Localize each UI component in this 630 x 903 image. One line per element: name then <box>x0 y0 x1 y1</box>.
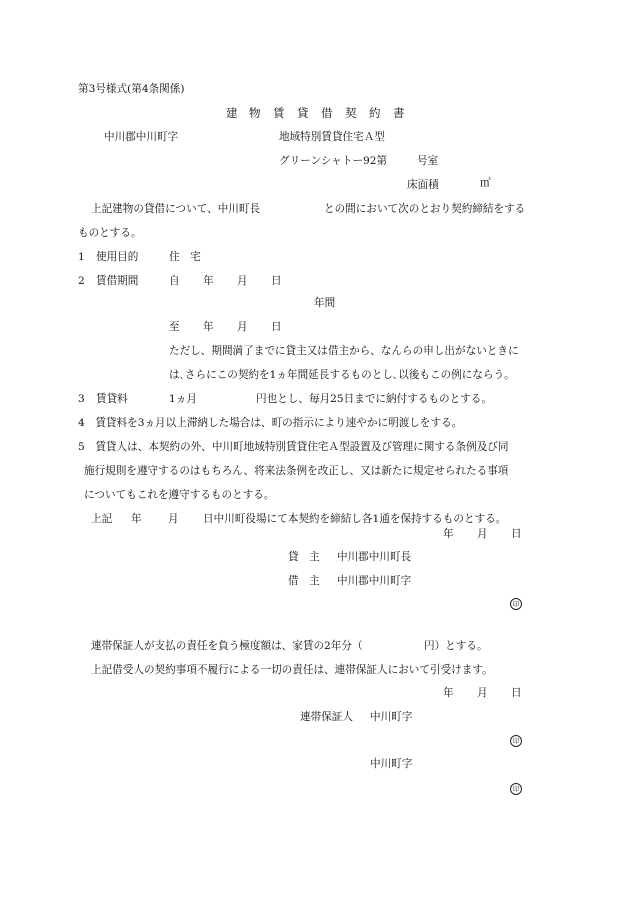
property-address: 中川郡中川町字 <box>104 131 179 143</box>
day-label: 日 <box>271 275 282 287</box>
title-char: 賃 <box>273 106 285 120</box>
closing-text: 上記 <box>91 513 113 525</box>
intro-text: ものとする。 <box>78 227 142 239</box>
guarantee-text: 連帯保証人が支払の責任を負う極度額は、家賃の2年分（ <box>91 640 363 652</box>
lessee-label: 借 主 <box>288 575 320 587</box>
title-char: 借 <box>321 106 333 120</box>
title-char: 物 <box>249 106 261 120</box>
clause-number: 1 <box>78 251 85 263</box>
seal-mark: 印 <box>510 783 522 795</box>
room-label: 号室 <box>417 155 439 167</box>
intro-text: との間において次のとおり契約締結をする <box>324 203 526 215</box>
clause-5: についてもこれを遵守するものとする。 <box>84 489 275 501</box>
clause-number: 3 <box>78 393 85 405</box>
rent-text: 円也とし、毎月25日までに納付するものとする。 <box>256 393 492 405</box>
month-label: 月 <box>237 275 248 287</box>
intro-text: 上記建物の貸借について、中川町長 <box>91 203 261 215</box>
lessor-value: 中川郡中川町長 <box>337 551 412 563</box>
lessor-label: 貸 主 <box>288 551 320 563</box>
clause-label: 賃借期間 <box>96 275 139 287</box>
clause-number: 2 <box>78 275 85 287</box>
proviso-text: ただし、期間満了までに貸主又は借主から、なんらの申し出がないときに <box>169 345 519 357</box>
rent-period: 1ヵ月 <box>169 393 197 405</box>
day-label: 日 <box>511 687 522 699</box>
day-label: 日 <box>511 528 522 540</box>
seal-mark: 印 <box>510 735 522 747</box>
day-label: 日 <box>271 321 282 333</box>
seal-mark: 印 <box>510 598 522 610</box>
floor-area-label: 床面積 <box>407 179 439 191</box>
liability-text: 上記借受人の契約事項不履行による一切の責任は、連帯保証人において引受けます。 <box>91 664 493 676</box>
period-to-label: 至 <box>169 321 180 333</box>
month-label: 月 <box>237 321 248 333</box>
title-char: 書 <box>393 106 405 120</box>
month-label: 月 <box>477 528 488 540</box>
building-type: 地域特別賃貸住宅Ａ型 <box>279 131 385 143</box>
year-label: 年 <box>443 528 454 540</box>
title-char: 契 <box>345 106 357 120</box>
clause-label: 使用目的 <box>96 251 139 263</box>
clause-value: 住 宅 <box>169 251 201 263</box>
guarantor-value: 中川町字 <box>370 758 413 770</box>
building-name: グリーンシャトー92第 <box>279 155 388 167</box>
form-number: 第3号様式(第4条関係) <box>78 83 185 95</box>
clause-4: 4 賃貸料を3ヵ月以上滞納した場合は、町の指示により速やかに明渡しをする。 <box>78 417 463 429</box>
guarantor-value: 中川町字 <box>370 711 413 723</box>
clause-5: 5 賃貸人は、本契約の外、中川町地域特別賃貸住宅Ａ型設置及び管理に関する条例及び同 <box>78 441 509 453</box>
period-from-label: 自 <box>169 275 180 287</box>
month-label: 月 <box>477 687 488 699</box>
month-label: 月 <box>168 513 179 525</box>
guarantee-text: 円）とする。 <box>424 640 488 652</box>
guarantor-label: 連帯保証人 <box>300 711 353 723</box>
year-label: 年 <box>131 513 142 525</box>
proviso-text: は､さらにこの契約を1ヵ年間延長するものとし､以後もこの例にならう。 <box>169 369 515 381</box>
title-char: 貸 <box>297 106 309 120</box>
year-label: 年 <box>203 321 214 333</box>
title-char: 約 <box>369 106 381 120</box>
year-label: 年 <box>203 275 214 287</box>
lessee-value: 中川郡中川町字 <box>337 575 412 587</box>
title-char: 建 <box>226 106 238 120</box>
clause-5: 施行規則を遵守するのはもちろん、将来法条例を改正し、又は新たに規定せられたる事項 <box>84 465 509 477</box>
floor-area-unit: ㎡ <box>480 177 491 189</box>
closing-text: 日中川町役場にて本契約を締結し各1通を保持するものとする。 <box>203 513 507 525</box>
year-label: 年 <box>443 687 454 699</box>
years-label: 年間 <box>314 297 336 309</box>
clause-label: 賃貸料 <box>96 393 128 405</box>
